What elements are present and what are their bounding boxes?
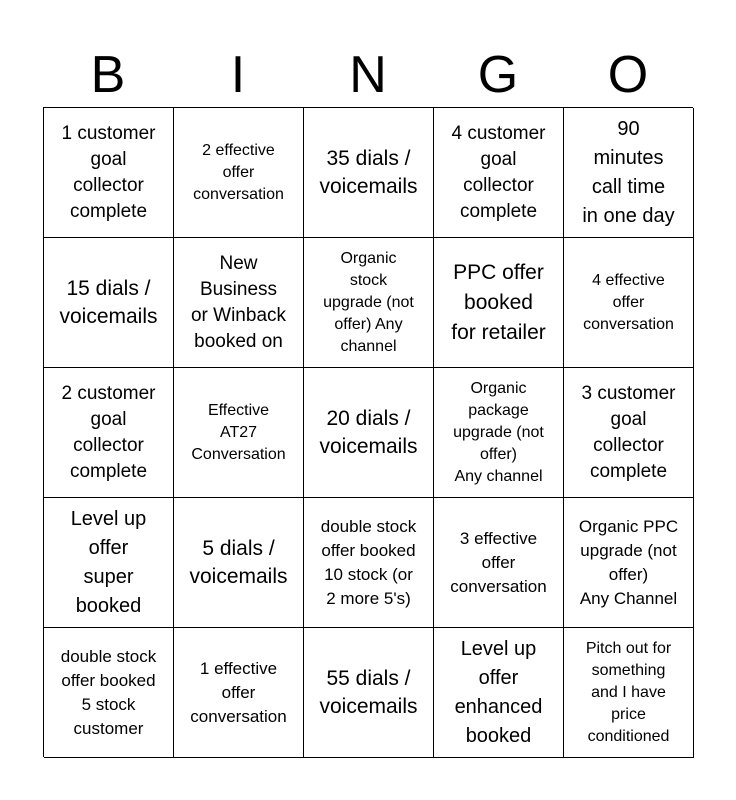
bingo-cell-r3-c5[interactable] <box>564 368 694 498</box>
bingo-cell-r2-c3[interactable] <box>304 238 434 368</box>
header-letter-g: G <box>477 46 519 104</box>
header-letter-o: O <box>607 46 649 104</box>
bingo-cell-r2-c2[interactable] <box>174 238 304 368</box>
cell-text: 90 minutes call time in one day <box>582 117 675 227</box>
bingo-cell-r4-c5[interactable] <box>564 498 694 628</box>
bingo-cell-r5-c1[interactable] <box>44 628 174 758</box>
bingo-cell-r5-c5[interactable] <box>564 628 694 758</box>
cell-text: Effective AT27 Conversation <box>191 401 286 463</box>
bingo-cell-r1-c4[interactable] <box>434 108 564 238</box>
cell-text: double stock offer booked 10 stock (or 2 more 5's) <box>320 516 417 608</box>
cell-text: Organic stock upgrade (not offer) Any channel <box>323 249 414 355</box>
bingo-cell-r5-c2[interactable] <box>174 628 304 758</box>
bingo-cell-r5-c4[interactable] <box>434 628 564 758</box>
cell-text: Organic package upgrade (not offer) Any channel <box>453 379 544 485</box>
bingo-cell-r1-c2[interactable] <box>174 108 304 238</box>
bingo-cell-r2-c4[interactable] <box>434 238 564 368</box>
cell-text: 4 customer goal collector complete <box>451 122 546 222</box>
bingo-cell-r3-c3[interactable] <box>304 368 434 498</box>
cell-text: 1 customer goal collector complete <box>61 122 156 222</box>
bingo-header <box>43 44 693 106</box>
bingo-cell-r4-c4[interactable] <box>434 498 564 628</box>
header-letter-b: B <box>90 46 126 104</box>
cell-text: 3 customer goal collector complete <box>581 382 676 482</box>
cell-text: Level up offer enhanced booked <box>454 637 543 747</box>
cell-text: 20 dials / voicemails <box>319 406 418 458</box>
cell-text: Organic PPC upgrade (not offer) Any Channel <box>578 516 679 608</box>
bingo-cell-r4-c1[interactable] <box>44 498 174 628</box>
cell-text: 1 effective offer conversation <box>190 658 287 726</box>
cell-text: 3 effective offer conversation <box>450 528 547 596</box>
bingo-cell-r3-c2[interactable] <box>174 368 304 498</box>
cell-text: 35 dials / voicemails <box>319 146 418 198</box>
bingo-cell-r1-c5[interactable] <box>564 108 694 238</box>
bingo-grid <box>43 107 693 757</box>
bingo-cell-r5-c3[interactable] <box>304 628 434 758</box>
cell-text: double stock offer booked 5 stock customer <box>60 646 157 738</box>
bingo-cell-r4-c3[interactable] <box>304 498 434 628</box>
header-letter-i: I <box>230 46 246 104</box>
cell-text: PPC offer booked for retailer <box>451 260 546 344</box>
bingo-cell-r1-c1[interactable] <box>44 108 174 238</box>
cell-text: 15 dials / voicemails <box>59 276 158 328</box>
bingo-cell-r2-c5[interactable] <box>564 238 694 368</box>
cell-text: 4 effective offer conversation <box>583 271 674 333</box>
bingo-cell-r1-c3[interactable] <box>304 108 434 238</box>
cell-text: 5 dials / voicemails <box>189 536 288 588</box>
bingo-cell-r2-c1[interactable] <box>44 238 174 368</box>
cell-text: Pitch out for something and I have price conditioned <box>585 639 672 745</box>
bingo-cell-r3-c4[interactable] <box>434 368 564 498</box>
cell-text: 55 dials / voicemails <box>319 666 418 718</box>
bingo-cell-r4-c2[interactable] <box>174 498 304 628</box>
header-letter-n: N <box>349 46 387 104</box>
bingo-cell-r3-c1[interactable] <box>44 368 174 498</box>
cell-text: Level up offer super booked <box>70 507 147 617</box>
cell-text: 2 effective offer conversation <box>193 141 284 203</box>
cell-text: 2 customer goal collector complete <box>61 382 156 482</box>
cell-text: New Business or Winback booked on <box>190 252 287 352</box>
